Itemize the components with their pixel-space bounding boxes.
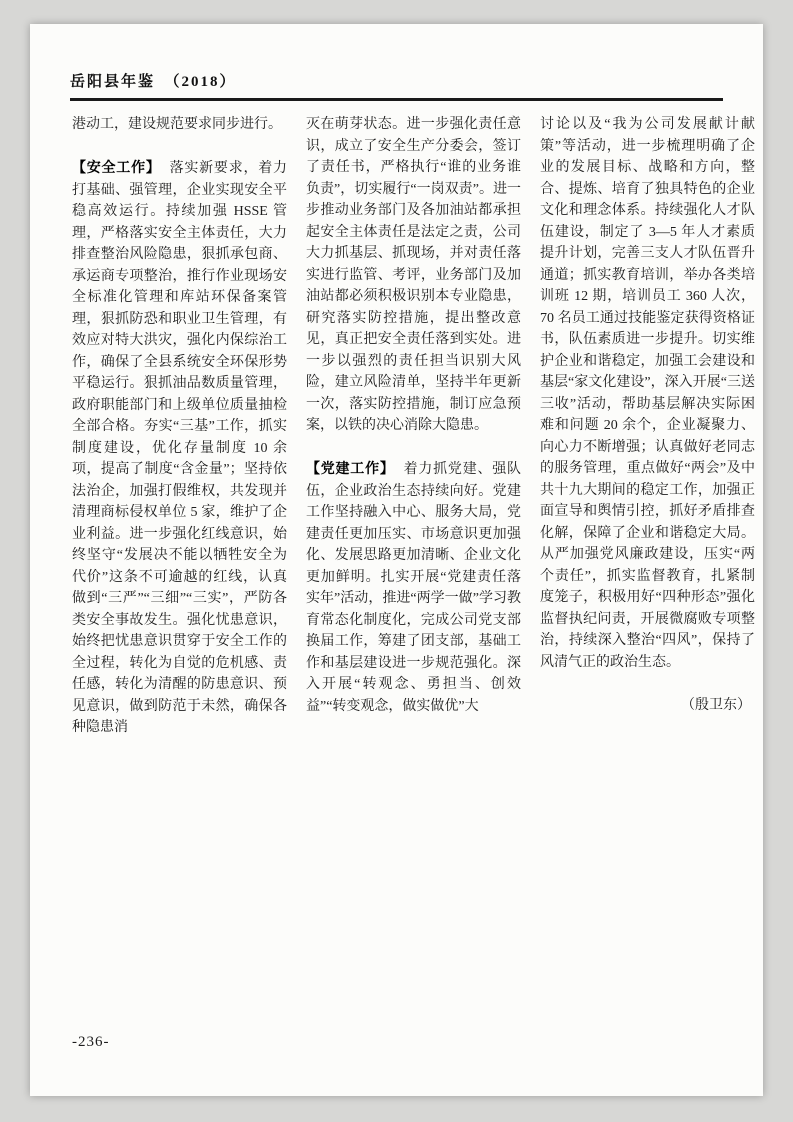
entry-party-building [306,458,521,717]
paragraph-continuation: 港动工，建设规范要求同步进行。 [72,117,282,132]
text-column-1 [72,114,287,739]
text-column-3 [540,114,755,739]
text-column-2 [306,114,521,739]
paragraph-continuation: 讨论以及“我为公司发展献计献策”等活动，进一步梳理明确了企业的发展目标、战略和方向，整合、提炼、培育了独具特色的企业文化和理念体系。持续强化人才队伍建设，制定了 3—5 年人才素质提升计划，完善三支人才队伍晋升通道；抓实教育培训，举办各类培训班 12 期，培训员工 360 人次，70 名员工通过技能鉴定获得资格证书，队伍素质进一步提升。切实维护企业和谐稳定，加强工会建设和基层“家文化建设”，深入开展“三送三收”活动，帮助基层解决实际困难和问题 20 余个，企业凝聚力、向心力不断增强；认真做好老同志的服务管理，重点做好“两会”及中共十九大期间的稳定工作，加强正面宣导和舆情引控，抓好矛盾排查化解，保障了企业和谐稳定大局。从严加强党风廉政建设，压实“两个责任”，抓实监督教育，扎紧制度笼子，积极用好“四种形态”强化监督执纪问责，开展微腐败专项整治，持续深入整治“四风”，保持了风清气正的政治生态。 [540,117,755,670]
paragraph-continuation: 灭在萌芽状态。进一步强化责任意识，成立了安全生产分委会，签订了责任书，严格执行“谁的业务谁负责”，切实履行“一岗双责”。进一步推动业务部门及各加油站都承担起安全主体责任是法定之责，公司大力抓基层、抓现场，并对责任落实进行监管、考评，业务部门及加油站都必须积极识别本专业隐患，研究落实防控措施，提出整改意见，真正把安全责任落到实处。进一步以强烈的责任担当识别大风险，建立风险清单，坚持半年更新一次，落实防控措施，制订应急预案，以铁的决心消除大隐患。 [306,117,521,433]
yearbook-page [30,24,763,1096]
page-header [70,70,725,101]
text-columns [72,114,755,739]
page-number: -236- [72,1034,110,1050]
entry-text-party-building: 着力抓党建、强队伍，企业政治生态持续向好。党建工作坚持融入中心、服务大局，党建责任更加压实、市场意识更加强化、发展思路更加清晰、企业文化更加鲜明。扎实开展“党建责任落实年”活动，推进“两学一做”学习教育常态化制度化，完成公司党支部换届工作，筹建了团支部，基础工作和基层建设进一步规范强化。深入开展“转观念、勇担当、创效益”“转变观念，做实做优”大 [306,462,522,714]
running-head-title: 岳阳县年鉴 （2018） [70,74,237,90]
entry-safety-work [72,157,287,739]
header-rule [70,98,723,101]
author-signature: （殷卫东） [681,697,751,713]
entry-label-party-building: 【党建工作】 [306,460,395,476]
entry-label-safety: 【安全工作】 [72,159,161,175]
entry-text-safety: 落实新要求，着力打基础、强管理，企业实现安全平稳高效运行。持续加强 HSSE 管理，严格落实安全主体责任，大力排查整治风险隐患，狠抓承包商、承运商专项整治，推行作业现场安全标准化管理和库站环保备案管理，狠抓防恐和职业卫生管理，有效应对特大洪灾，强化内保综治工作，确保了全县系统安全环保形势平稳运行。狠抓油品数质量管理，政府职能部门和上级单位质量抽检全部合格。夯实“三基”工作，抓实制度建设，优化存量制度 10 余项，提高了制度“含金量”；坚持依法治企，加强打假维权，共发现并清理商标侵权单位 5 家，维护了企业利益。进一步强化红线意识，始终坚守“发展决不能以牺牲安全为代价”这条不可逾越的红线，认真做到“三严”“三细”“三实”，严防各类安全事故发生。强化忧患意识，始终把忧患意识贯穿于安全工作的全过程，转化为自觉的危机感、责任感，转化为清醒的防患意识、预见意识，做到防范于未然，确保各种隐患消 [72,161,288,735]
